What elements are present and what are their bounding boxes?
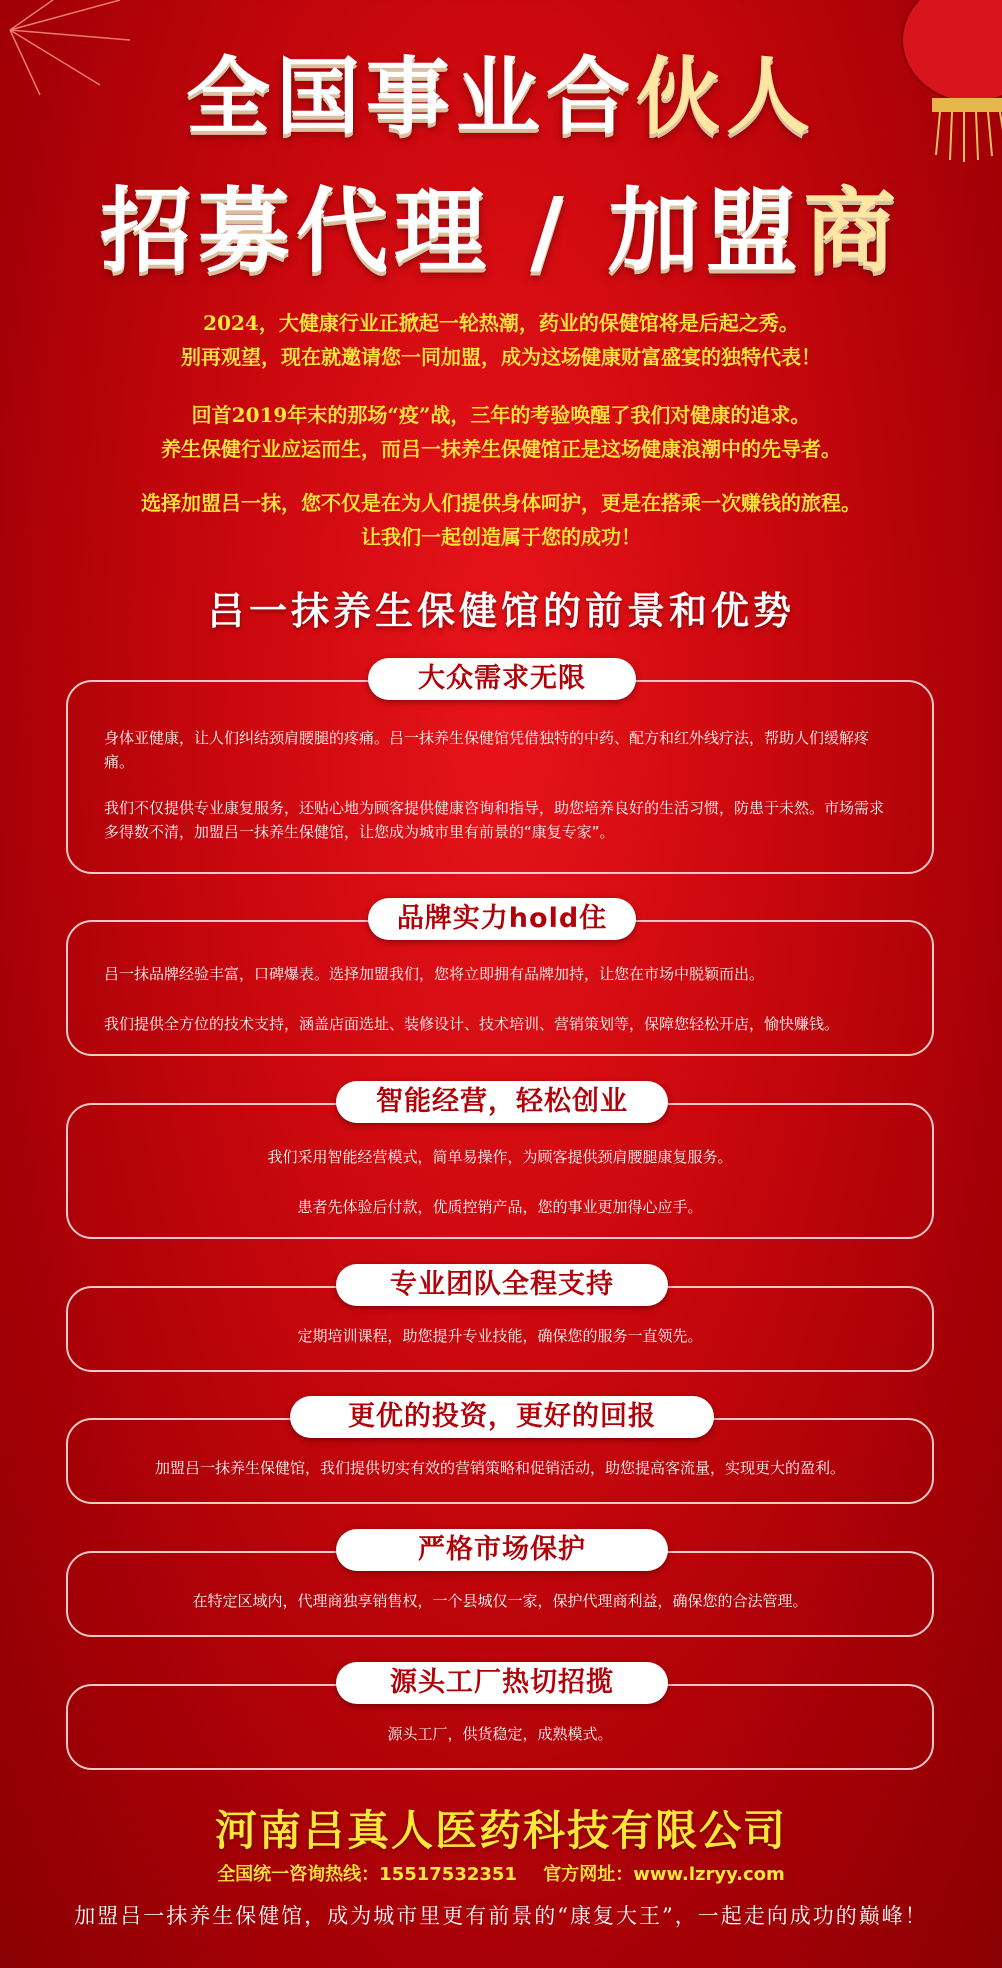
card-title: 源头工厂热切招揽: [336, 1662, 668, 1704]
advantage-card: [66, 1269, 934, 1372]
intro-line: 让我们一起创造属于您的成功！: [361, 525, 641, 549]
intro-paragraph: [0, 486, 1002, 554]
hotline-text: 全国统一咨询热线：15517532351: [217, 1864, 517, 1885]
card-paragraph: 我们提供全方位的技术支持，涵盖店面选址、装修设计、技术培训、营销策划等，保障您轻松开店，愉快赚钱。: [104, 1015, 840, 1033]
website-link[interactable]: 官方网址：www.lzryy.com: [543, 1864, 785, 1885]
card-title: 严格市场保护: [336, 1529, 668, 1571]
card-paragraph: 吕一抹品牌经验丰富，口碑爆表。选择加盟我们，您将立即拥有品牌加持，让您在市场中脱颖而出。: [104, 965, 765, 983]
advantage-card: [66, 1401, 934, 1504]
intro-line: 2024，大健康行业正掀起一轮热潮，药业的保健馆将是后起之秀。: [203, 311, 799, 335]
advantage-card: [66, 663, 934, 874]
card-paragraph: 加盟吕一抹养生保健馆，我们提供切实有效的营销策略和促销活动，助您提高客流量，实现更大的盈利。: [154, 1459, 845, 1477]
card-title: 品牌实力hold住: [368, 898, 636, 940]
card-title: 更优的投资，更好的回报: [290, 1396, 714, 1438]
advantage-card: [66, 1667, 934, 1770]
intro-paragraph: [0, 398, 1002, 466]
advantage-card: [66, 1534, 934, 1637]
contact-line: [0, 1860, 1002, 1886]
footer-slogan: 加盟吕一抹养生保健馆，成为城市里更有前景的“康复大王”，一起走向成功的巅峰！: [74, 1904, 928, 1928]
card-paragraph: 在特定区域内，代理商独享销售权，一个县城仅一家，保护代理商利益，确保您的合法管理。: [192, 1592, 808, 1610]
card-paragraph: 患者先体验后付款，优质控销产品，您的事业更加得心应手。: [297, 1198, 703, 1216]
card-title: 智能经营，轻松创业: [336, 1081, 668, 1123]
hero-line1-white: 全国事业合: [185, 48, 636, 146]
hero-title-line2: [0, 158, 1002, 290]
card-paragraph: 源头工厂，供货稳定，成熟模式。: [387, 1725, 613, 1743]
advantage-card: [66, 903, 934, 1056]
company-name: 河南吕真人医药科技有限公司: [214, 1806, 787, 1855]
card-paragraph: 我们采用智能经营模式，简单易操作，为顾客提供颈肩腰腿康复服务。: [267, 1148, 733, 1166]
intro-line: 养生保健行业应运而生，而吕一抹养生保健馆正是这场健康浪潮中的先导者。: [161, 437, 841, 461]
card-paragraph: 我们不仅提供专业康复服务，还贴心地为顾客提供健康咨询和指导，助您培养良好的生活习惯，防患于未然。市场需求多得数不清，加盟吕一抹养生保健馆，让您成为城市里有前景的“康复专家”。: [104, 799, 885, 841]
advantage-card: [66, 1086, 934, 1239]
card-paragraph: 定期培训课程，助您提升专业技能，确保您的服务一直领先。: [297, 1327, 703, 1345]
card-title: 专业团队全程支持: [336, 1264, 668, 1306]
intro-paragraph: [0, 306, 1002, 374]
intro-line: 别再观望，现在就邀请您一同加盟，成为这场健康财富盛宴的独特代表！: [181, 345, 821, 369]
intro-line: 回首2019年末的那场“疫”战，三年的考验唤醒了我们对健康的追求。: [191, 403, 811, 427]
card-paragraph: 身体亚健康，让人们纠结颈肩腰腿的疼痛。吕一抹养生保健馆凭借独特的中药、配方和红外线疗法，帮助人们缓解疼痛。: [104, 729, 870, 771]
card-title: 大众需求无限: [368, 658, 636, 700]
hero-line2-white: 招募代理 / 加盟: [100, 178, 804, 285]
section-title: 吕一抹养生保健馆的前景和优势: [206, 588, 795, 633]
hero-line1-gold: 伙人: [636, 48, 817, 146]
hero-title-line1: [0, 30, 1002, 151]
hero-line2-gold: 商: [803, 178, 902, 285]
intro-line: 选择加盟吕一抹，您不仅是在为人们提供身体呵护，更是在搭乘一次赚钱的旅程。: [141, 491, 861, 515]
